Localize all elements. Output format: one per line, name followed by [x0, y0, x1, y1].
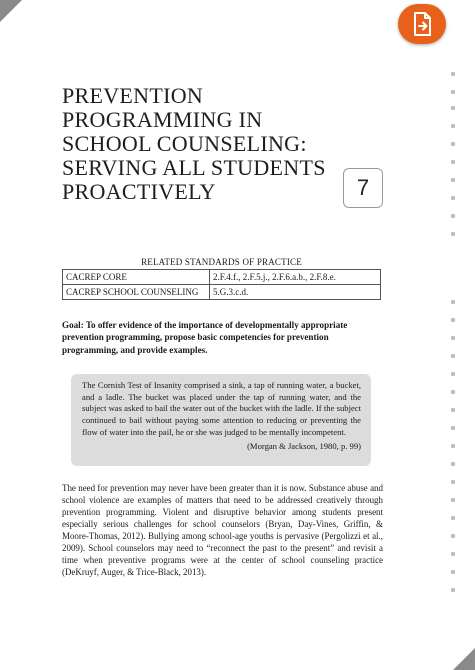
edge-mark — [451, 372, 455, 376]
edge-mark — [451, 534, 455, 538]
chapter-title-line: PROGRAMMING IN — [62, 107, 263, 132]
edge-mark — [451, 552, 455, 556]
page-corner-top-left — [0, 0, 22, 22]
chapter-title-line: SERVING ALL STUDENTS — [62, 155, 326, 180]
pdf-export-button[interactable] — [398, 4, 446, 44]
edge-mark — [451, 106, 455, 110]
epigraph-text: The Cornish Test of Insanity comprised a sink, a tap of running water, a bucket, and a ladle. The bucket was placed under the tap of running water, and the subject was asked to bail the water out of the bucket with the ladle. If the subject continued to bail without paying some attention to reducing or preventing the flow of water into the pail, he or she was judged to be mentally incompetent. — [82, 380, 361, 437]
chapter-title — [62, 84, 362, 204]
standard-label: CACREP SCHOOL COUNSELING — [63, 285, 210, 300]
standard-value: 2.F.4.f., 2.F.5.j., 2.F.6.a.b., 2.F.8.e. — [210, 270, 381, 285]
chapter-title-line: SCHOOL COUNSELING: — [62, 131, 307, 156]
edge-mark — [451, 444, 455, 448]
edge-mark — [451, 426, 455, 430]
table-row — [63, 285, 381, 300]
edge-mark — [451, 196, 455, 200]
epigraph-box — [71, 374, 371, 466]
standards-caption: RELATED STANDARDS OF PRACTICE — [141, 257, 302, 267]
standards-table — [62, 269, 381, 300]
body-paragraph: The need for prevention may never have been greater than it is now. Substance abuse and school violence are examples of matters that need to be addressed creatively through prevention programming. Violent and disruptive behavior among students present especially serious challenges for school counselors (Bryan, Day-Vines, Griffin, & Moore-Thomas, 2012). Bullying among school-age youths is pervasive (Pergolizzi et al., 2009). School counselors may need to “reconnect the past to the present” and revisit a time when preventive programs were at the center of school counseling practice (DeKruyf, Auger, & Trice-Black, 2013). — [62, 483, 383, 577]
edge-mark — [451, 588, 455, 592]
edge-mark — [451, 462, 455, 466]
chapter-title-line: PREVENTION — [62, 83, 204, 108]
edge-mark — [451, 336, 455, 340]
edge-mark — [451, 354, 455, 358]
edge-mark — [451, 90, 455, 94]
edge-mark — [451, 160, 455, 164]
edge-mark — [451, 232, 455, 236]
page-corner-bottom-right — [453, 648, 475, 670]
chapter-title-line: PROACTIVELY — [62, 179, 216, 204]
edge-mark — [451, 480, 455, 484]
edge-mark — [451, 178, 455, 182]
edge-mark — [451, 142, 455, 146]
document-export-icon — [411, 11, 433, 37]
edge-mark — [451, 318, 455, 322]
chapter-number-badge: 7 — [343, 168, 383, 208]
standard-label: CACREP CORE — [63, 270, 210, 285]
chapter-goal: Goal: To offer evidence of the importance of developmentally appropriate prevention programming, propose basic competencies for prevention programming, and provide examples. — [62, 320, 348, 355]
edge-mark — [451, 570, 455, 574]
edge-mark — [451, 408, 455, 412]
edge-mark — [451, 300, 455, 304]
epigraph-citation: (Morgan & Jackson, 1980, p. 99) — [247, 440, 361, 451]
edge-mark — [451, 124, 455, 128]
edge-mark — [451, 516, 455, 520]
page-edge-marks — [451, 72, 459, 592]
edge-mark — [451, 390, 455, 394]
table-row — [63, 270, 381, 285]
standard-value: 5.G.3.c.d. — [210, 285, 381, 300]
edge-mark — [451, 214, 455, 218]
edge-mark — [451, 72, 455, 76]
edge-mark — [451, 498, 455, 502]
